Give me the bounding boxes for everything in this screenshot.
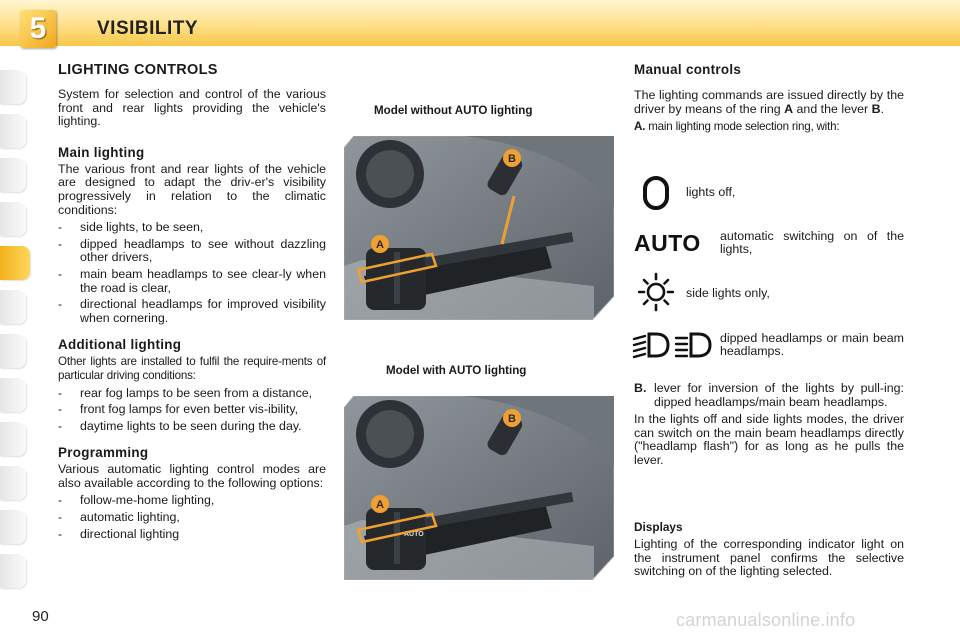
- watermark: carmanualsonline.info: [676, 610, 856, 630]
- section-heading: LIGHTING CONTROLS: [58, 62, 218, 78]
- ring-label: A.: [634, 120, 646, 134]
- header-band: [0, 0, 960, 46]
- dipped-headlamps-icon: [632, 330, 670, 365]
- intro-text-end: .: [880, 101, 885, 116]
- manual-controls-intro: [634, 89, 904, 116]
- mode-auto-text: automatic switching on of the lights,: [720, 229, 904, 257]
- mode-off-text: lights off,: [686, 185, 736, 199]
- main-beam-icon: [674, 330, 712, 365]
- chapter-badge: [20, 10, 56, 48]
- chapter-tab-8[interactable]: [0, 378, 26, 412]
- chapter-tab-4[interactable]: [0, 202, 26, 236]
- intro-text-mid: and the lever: [793, 101, 872, 116]
- displays-title: Displays: [634, 520, 683, 534]
- list-item: - directional headlamps for improved visibility when cornering.: [58, 298, 326, 325]
- intro-text: The lighting commands are issued directly by the driver by means of the ring: [634, 88, 904, 116]
- stalk-auto-marking: AUTO: [404, 531, 424, 538]
- main-lighting-text: The various front and rear lights of the vehicle are designed to adapt the driv-er's visibility progressively in relation to the climatic conditions:: [58, 161, 326, 217]
- chapter-tab-11[interactable]: [0, 510, 26, 544]
- chapter-tab-5-active[interactable]: [0, 246, 30, 280]
- chapter-tab-9[interactable]: [0, 422, 26, 456]
- figure-label-a: A: [376, 499, 384, 511]
- page-title: VISIBILITY: [97, 18, 199, 39]
- list-item: - front fog lamps for even better vis-ibility,: [58, 403, 326, 417]
- ring-description: [634, 120, 904, 134]
- stalk-photo-without-auto: [344, 136, 614, 320]
- figure-label-a: A: [376, 239, 384, 251]
- left-column: [58, 62, 326, 547]
- list-item: - side lights, to be seen,: [58, 221, 326, 235]
- figure-caption-bottom: Model with AUTO lighting: [386, 364, 527, 377]
- lever-label: - B.: [634, 381, 647, 395]
- mode-dipped-text: dipped headlamps or main beam headlamps.: [720, 331, 904, 359]
- lever-description-list: [634, 382, 904, 409]
- right-column-lower: [634, 382, 904, 474]
- programming-text: Various automatic lighting control modes are also available according to the following options:: [58, 462, 326, 490]
- auto-mode-icon: [634, 228, 714, 261]
- ring-ref: A: [784, 101, 794, 116]
- lever-ref: B: [871, 101, 881, 116]
- displays-section: [634, 520, 904, 585]
- displays-text: Lighting of the corresponding indicator light on the instrument panel confirms the selective switching on of the lighting selected.: [634, 537, 904, 579]
- additional-lighting-title: Additional lighting: [58, 337, 182, 353]
- ring-text: main lighting mode selection ring, with:: [645, 120, 840, 134]
- programming-list: [58, 494, 326, 541]
- list-item: - follow-me-home lighting,: [58, 494, 326, 508]
- main-lighting-title: Main lighting: [58, 144, 145, 160]
- mode-side-text: side lights only,: [686, 286, 770, 300]
- page-number: 90: [32, 608, 49, 625]
- list-item: - daytime lights to be seen during the day.: [58, 420, 326, 434]
- lights-off-icon: [642, 176, 672, 215]
- list-item: - automatic lighting,: [58, 511, 326, 525]
- right-column: [634, 62, 904, 140]
- additional-lighting-list: [58, 387, 326, 434]
- headlamp-flash-text: In the lights off and side lights modes, the driver can switch on the main beam headlamps directly ("headlamp flash") for as long as he pulls the lever.: [634, 412, 904, 467]
- chapter-tab-2[interactable]: [0, 114, 26, 148]
- chapter-number: 5: [29, 12, 47, 45]
- lever-text: lever for inversion of the lights by pull-ing: dipped headlamps/main beam headlamps.: [654, 381, 904, 409]
- intro-paragraph: System for selection and control of the various front and rear lights providing the vehicle's lighting.: [58, 87, 326, 129]
- programming-title: Programming: [58, 445, 149, 461]
- list-item: - main beam headlamps to see clear-ly when the road is clear,: [58, 268, 326, 295]
- chapter-tab-1[interactable]: [0, 70, 26, 104]
- side-lights-icon: [638, 272, 674, 317]
- list-item: - dipped headlamps to see without dazzling other drivers,: [58, 238, 326, 265]
- lever-description: [634, 382, 904, 409]
- chapter-tab-12[interactable]: [0, 554, 26, 588]
- chapter-tab-10[interactable]: [0, 466, 26, 500]
- auto-icon-text: AUTO: [634, 230, 701, 256]
- additional-lighting-text: Other lights are installed to fulfil the require-ments of particular driving conditions:: [58, 355, 326, 382]
- figure-label-b: B: [508, 153, 516, 165]
- chapter-tab-3[interactable]: [0, 158, 26, 192]
- chapter-tab-7[interactable]: [0, 334, 26, 368]
- stalk-photo-with-auto: [344, 396, 614, 580]
- list-item: - directional lighting: [58, 528, 326, 542]
- main-lighting-list: [58, 221, 326, 325]
- chapter-tab-6[interactable]: [0, 290, 26, 324]
- figure-caption-top: Model without AUTO lighting: [374, 104, 533, 117]
- figure-label-b: B: [508, 413, 516, 425]
- list-item: - rear fog lamps to be seen from a distance,: [58, 387, 326, 401]
- manual-controls-title: Manual controls: [634, 62, 742, 77]
